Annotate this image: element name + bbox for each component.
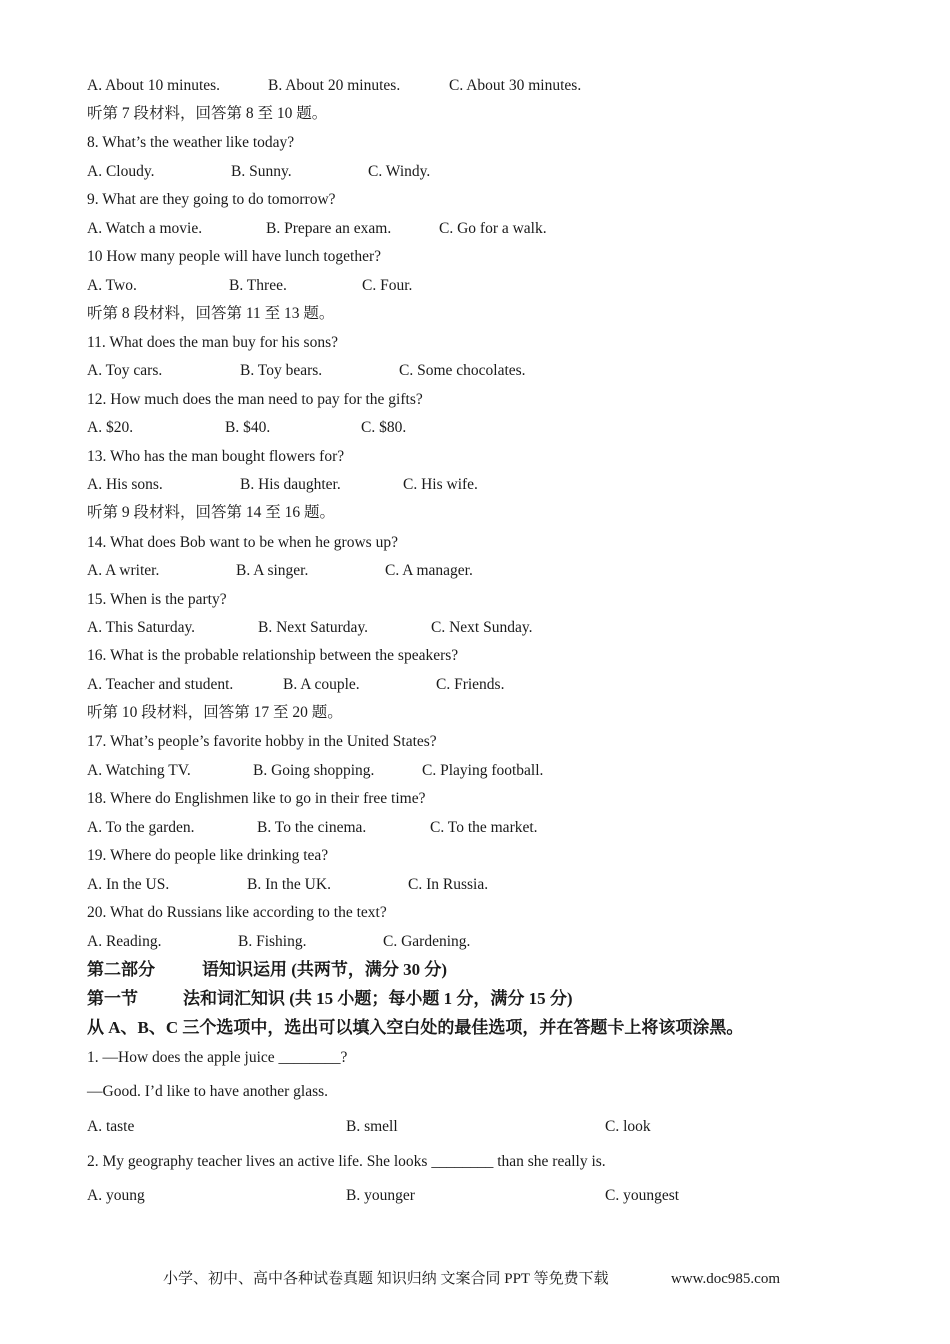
instructions: 从 A、B、C 三个选项中，选出可以填入空白处的最佳选项，并在答题卡上将该项涂黑。: [87, 1018, 744, 1037]
question-8: 8. What’s the weather like today?: [87, 134, 295, 151]
option-b: B. About 20 minutes.: [268, 77, 401, 94]
option-c: C. To the market.: [430, 819, 538, 836]
option-a: A. Teacher and student.: [87, 676, 234, 693]
option-a: A. Watch a movie.: [87, 220, 203, 237]
option-b: B. Next Saturday.: [258, 619, 369, 636]
option-b: B. Sunny.: [231, 163, 292, 180]
option-c: C. About 30 minutes.: [449, 77, 582, 94]
question-12: 12. How much does the man need to pay for the gifts?: [87, 391, 423, 408]
option-c: C. In Russia.: [408, 876, 489, 893]
question-16: 16. What is the probable relationship between the speakers?: [87, 647, 459, 664]
section-label: 第一节: [87, 989, 138, 1008]
option-c: C. look: [605, 1118, 651, 1135]
option-a: A. young: [87, 1187, 145, 1204]
option-c: C. $80.: [361, 419, 407, 436]
question-18: 18. Where do Englishmen like to go in their free time?: [87, 790, 426, 807]
option-b: B. smell: [346, 1118, 398, 1135]
option-c: C. Gardening.: [383, 933, 471, 950]
option-a: A. About 10 minutes.: [87, 77, 221, 94]
option-c: C. Playing football.: [422, 762, 544, 779]
grammar-question-1: 1. —How does the apple juice ________?: [87, 1049, 348, 1066]
section-heading-7: 听第 7 段材料，回答第 8 至 10 题。: [87, 105, 328, 122]
option-b: B. In the UK.: [247, 876, 331, 893]
question-9: 9. What are they going to do tomorrow?: [87, 191, 336, 208]
option-c: C. Friends.: [436, 676, 505, 693]
section-title: 法和词汇知识 (共 15 小题；每小题 1 分，满分 15 分): [183, 989, 573, 1008]
option-c: C. Some chocolates.: [399, 362, 526, 379]
option-b: B. A singer.: [236, 562, 309, 579]
option-c: C. A manager.: [385, 562, 473, 579]
option-a: A. A writer.: [87, 562, 160, 579]
option-a: A. To the garden.: [87, 819, 195, 836]
option-c: C. Go for a walk.: [439, 220, 547, 237]
question-15: 15. When is the party?: [87, 591, 227, 608]
option-a: A. taste: [87, 1118, 135, 1135]
question-10: 10 How many people will have lunch together?: [87, 248, 381, 265]
option-b: B. Prepare an exam.: [266, 220, 392, 237]
option-a: A. $20.: [87, 419, 134, 436]
option-b: B. To the cinema.: [257, 819, 367, 836]
option-b: B. Fishing.: [238, 933, 307, 950]
option-a: A. In the US.: [87, 876, 170, 893]
question-14: 14. What does Bob want to be when he grows up?: [87, 534, 398, 551]
footer-text: 小学、初中、高中各种试卷真题 知识归纳 文案合同 PPT 等免费下载: [163, 1271, 609, 1287]
part-label: 第二部分: [87, 960, 155, 979]
option-c: C. youngest: [605, 1187, 680, 1204]
grammar-question-2: 2. My geography teacher lives an active life. She looks ________ than she really is.: [87, 1153, 606, 1170]
option-a: A. Cloudy.: [87, 163, 155, 180]
grammar-question-1-reply: —Good. I’d like to have another glass.: [87, 1083, 329, 1100]
question-17: 17. What’s people’s favorite hobby in the United States?: [87, 733, 437, 750]
option-b: B. His daughter.: [240, 476, 341, 493]
option-a: A. His sons.: [87, 476, 163, 493]
option-b: B. Going shopping.: [253, 762, 375, 779]
question-19: 19. Where do people like drinking tea?: [87, 847, 329, 864]
option-b: B. A couple.: [283, 676, 360, 693]
option-a: A. Two.: [87, 277, 137, 294]
question-13: 13. Who has the man bought flowers for?: [87, 448, 345, 465]
option-b: B. younger: [346, 1187, 415, 1204]
section-heading-10: 听第 10 段材料，回答第 17 至 20 题。: [87, 704, 343, 721]
option-b: B. $40.: [225, 419, 271, 436]
question-11: 11. What does the man buy for his sons?: [87, 334, 338, 351]
option-c: C. His wife.: [403, 476, 478, 493]
option-a: A. Toy cars.: [87, 362, 163, 379]
section-heading-9: 听第 9 段材料，回答第 14 至 16 题。: [87, 504, 336, 521]
part-title: 语知识运用 (共两节，满分 30 分): [202, 960, 448, 979]
option-a: A. This Saturday.: [87, 619, 196, 636]
option-c: C. Windy.: [368, 163, 431, 180]
option-a: A. Reading.: [87, 933, 162, 950]
question-20: 20. What do Russians like according to the text?: [87, 904, 387, 921]
option-c: C. Four.: [362, 277, 413, 294]
option-a: A. Watching TV.: [87, 762, 191, 779]
footer-link[interactable]: www.doc985.com: [671, 1271, 781, 1287]
section-heading-8: 听第 8 段材料，回答第 11 至 13 题。: [87, 305, 335, 322]
option-b: B. Three.: [229, 277, 287, 294]
option-b: B. Toy bears.: [240, 362, 323, 379]
option-c: C. Next Sunday.: [431, 619, 533, 636]
